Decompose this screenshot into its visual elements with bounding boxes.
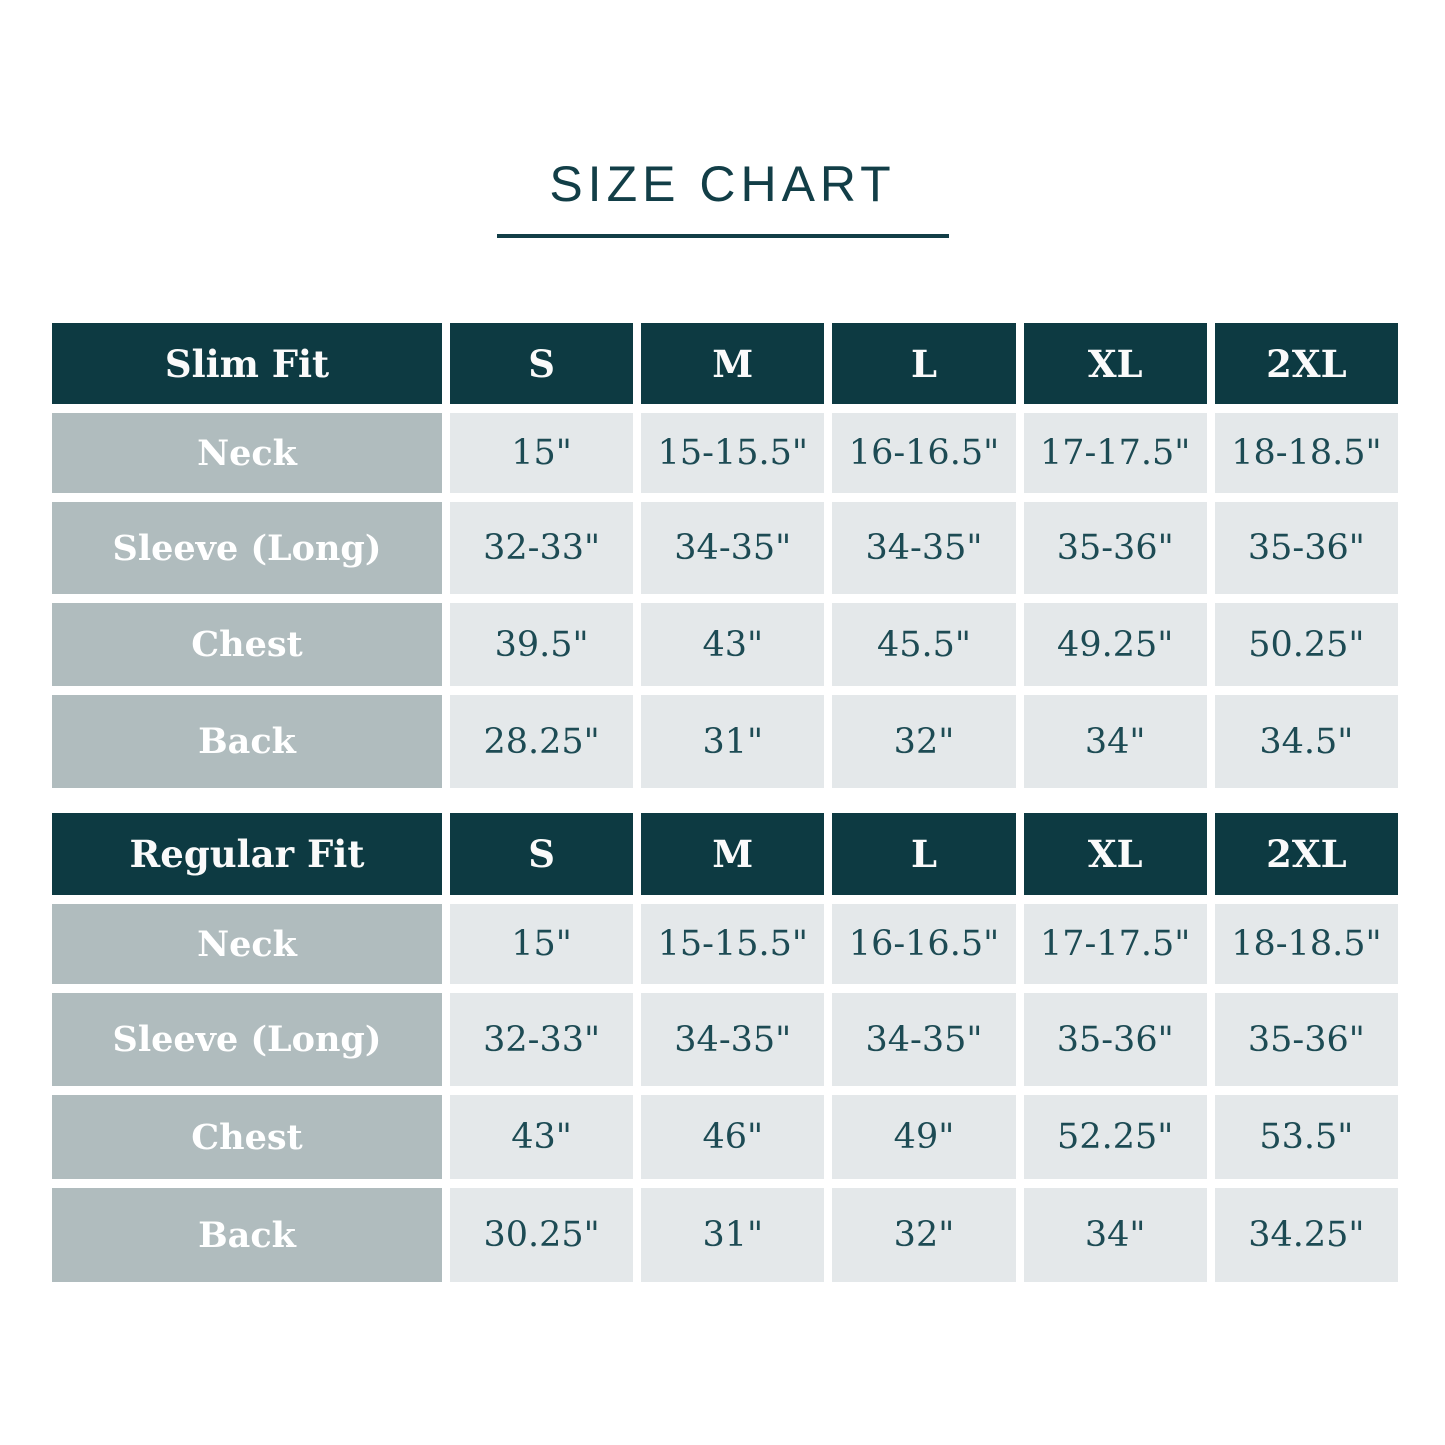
size-value-cell: 35-36" bbox=[1024, 502, 1207, 594]
size-value-cell: 32" bbox=[832, 1188, 1015, 1282]
title-underline bbox=[497, 234, 949, 238]
size-value-cell: 34-35" bbox=[832, 993, 1015, 1086]
size-value-cell: 49.25" bbox=[1024, 603, 1207, 686]
size-value-cell: 31" bbox=[641, 1188, 824, 1282]
size-value-cell: 50.25" bbox=[1215, 603, 1398, 686]
size-value-cell: 49" bbox=[832, 1095, 1015, 1179]
size-value-cell: 34.5" bbox=[1215, 695, 1398, 788]
column-header-m: M bbox=[641, 813, 824, 895]
size-value-cell: 53.5" bbox=[1215, 1095, 1398, 1179]
size-value-cell: 30.25" bbox=[450, 1188, 633, 1282]
column-header-2xl: 2XL bbox=[1215, 323, 1398, 404]
row-label-back: Back bbox=[52, 1188, 442, 1282]
size-value-cell: 32-33" bbox=[450, 993, 633, 1086]
table-title-cell: Slim Fit bbox=[52, 323, 442, 404]
size-value-cell: 18-18.5" bbox=[1215, 904, 1398, 984]
size-value-cell: 34-35" bbox=[641, 502, 824, 594]
size-value-cell: 35-36" bbox=[1215, 502, 1398, 594]
size-value-cell: 17-17.5" bbox=[1024, 413, 1207, 493]
row-label-neck: Neck bbox=[52, 413, 442, 493]
table-title-cell: Regular Fit bbox=[52, 813, 442, 895]
row-label-neck: Neck bbox=[52, 904, 442, 984]
column-header-s: S bbox=[450, 323, 633, 404]
column-header-s: S bbox=[450, 813, 633, 895]
size-value-cell: 34" bbox=[1024, 695, 1207, 788]
size-value-cell: 46" bbox=[641, 1095, 824, 1179]
size-value-cell: 17-17.5" bbox=[1024, 904, 1207, 984]
column-header-m: M bbox=[641, 323, 824, 404]
size-value-cell: 43" bbox=[641, 603, 824, 686]
row-label-back: Back bbox=[52, 695, 442, 788]
size-value-cell: 18-18.5" bbox=[1215, 413, 1398, 493]
column-header-2xl: 2XL bbox=[1215, 813, 1398, 895]
size-value-cell: 16-16.5" bbox=[832, 904, 1015, 984]
row-label-chest: Chest bbox=[52, 603, 442, 686]
size-value-cell: 52.25" bbox=[1024, 1095, 1207, 1179]
column-header-xl: XL bbox=[1024, 323, 1207, 404]
size-value-cell: 39.5" bbox=[450, 603, 633, 686]
size-value-cell: 15-15.5" bbox=[641, 413, 824, 493]
size-value-cell: 15" bbox=[450, 413, 633, 493]
size-value-cell: 34" bbox=[1024, 1188, 1207, 1282]
size-value-cell: 32-33" bbox=[450, 502, 633, 594]
size-value-cell: 35-36" bbox=[1215, 993, 1398, 1086]
row-label-sleeve: Sleeve (Long) bbox=[52, 993, 442, 1086]
page-title: SIZE CHART bbox=[549, 156, 896, 212]
row-label-sleeve: Sleeve (Long) bbox=[52, 502, 442, 594]
column-header-xl: XL bbox=[1024, 813, 1207, 895]
column-header-l: L bbox=[832, 813, 1015, 895]
size-value-cell: 16-16.5" bbox=[832, 413, 1015, 493]
size-value-cell: 15" bbox=[450, 904, 633, 984]
size-value-cell: 43" bbox=[450, 1095, 633, 1179]
size-value-cell: 34-35" bbox=[641, 993, 824, 1086]
size-value-cell: 31" bbox=[641, 695, 824, 788]
size-value-cell: 45.5" bbox=[832, 603, 1015, 686]
size-value-cell: 35-36" bbox=[1024, 993, 1207, 1086]
size-table-regular-fit bbox=[52, 813, 1398, 1282]
size-value-cell: 28.25" bbox=[450, 695, 633, 788]
size-value-cell: 15-15.5" bbox=[641, 904, 824, 984]
size-value-cell: 34.25" bbox=[1215, 1188, 1398, 1282]
size-value-cell: 32" bbox=[832, 695, 1015, 788]
row-label-chest: Chest bbox=[52, 1095, 442, 1179]
column-header-l: L bbox=[832, 323, 1015, 404]
size-table-slim-fit bbox=[52, 323, 1398, 788]
size-value-cell: 34-35" bbox=[832, 502, 1015, 594]
